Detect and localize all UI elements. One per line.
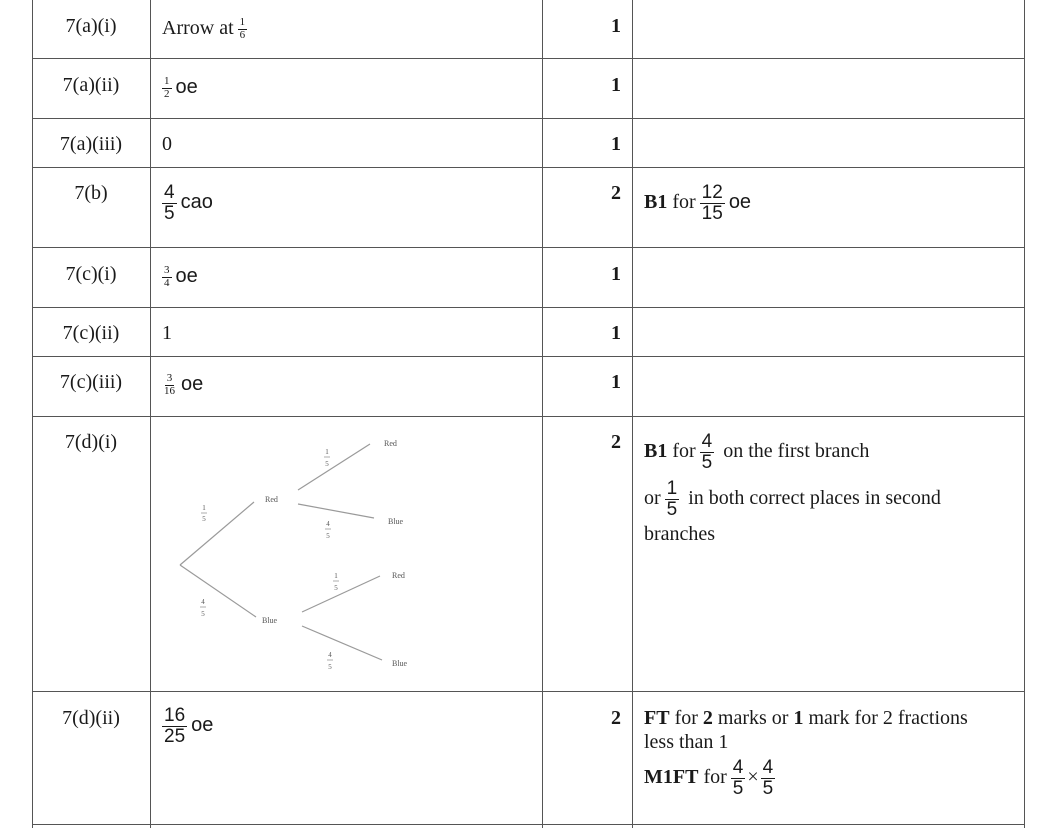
mark-value: 1 xyxy=(611,263,621,285)
tree-first-red-den: 5 xyxy=(202,515,206,523)
guidance-label: FT xyxy=(644,707,670,729)
tree-first-blue-den: 5 xyxy=(201,610,205,618)
guidance xyxy=(644,183,751,224)
row-divider xyxy=(32,356,1024,357)
branch-blue xyxy=(180,565,256,617)
row-divider xyxy=(32,58,1024,59)
answer-suffix: oe xyxy=(175,265,198,287)
guidance-text: for xyxy=(672,191,696,214)
guidance-text: for xyxy=(674,707,698,729)
tree-diagram xyxy=(170,430,430,680)
times-sign: × xyxy=(747,766,759,789)
branch-blue-blue xyxy=(302,626,382,660)
question-number: 7(c)(iii) xyxy=(59,371,123,393)
mark-value: 1 xyxy=(611,371,621,393)
mark-value: 1 xyxy=(611,322,621,344)
tree-leaf-red: Red xyxy=(392,571,405,580)
answer xyxy=(162,372,203,397)
guidance-label: B1 xyxy=(644,191,668,214)
guidance-suffix: oe xyxy=(728,191,752,214)
answer-suffix: oe xyxy=(175,76,198,98)
fraction: $\frac{4}{5}$ xyxy=(164,182,175,224)
branch-red xyxy=(180,502,254,565)
question-number: 7(a)(i) xyxy=(65,15,117,37)
mark-value: 2 xyxy=(611,431,621,453)
row-divider xyxy=(32,416,1024,417)
tree-sb-red-den: 5 xyxy=(334,584,338,592)
fraction: $\frac{3}{16}$ xyxy=(164,372,175,397)
tree-first-blue-num: 4 xyxy=(201,598,205,606)
fraction: $\frac{1}{6}$ xyxy=(239,16,246,41)
answer-text: Arrow at xyxy=(162,17,234,39)
table-border-left xyxy=(32,0,33,828)
answer xyxy=(162,75,198,100)
answer xyxy=(162,706,213,747)
guidance-line xyxy=(644,432,941,473)
fraction: $\frac{16}{25}$ xyxy=(164,705,186,747)
tree-sr-blue-den: 5 xyxy=(326,532,330,540)
question-number: 7(d)(i) xyxy=(64,431,118,453)
tree-leaf-blue: Blue xyxy=(388,517,404,526)
guidance-label: M1FT xyxy=(644,766,699,789)
fraction: $\frac{1}{5}$ xyxy=(666,477,678,520)
fraction: $\frac{4}{5}$ xyxy=(701,431,713,473)
table-divider-3 xyxy=(632,0,633,828)
table-border-right xyxy=(1024,0,1025,828)
tree-outcome-red: Red xyxy=(265,495,278,504)
question-number: 7(a)(iii) xyxy=(59,133,123,155)
fraction: $\frac{4}{5}$ xyxy=(732,757,744,799)
question-number: 7(c)(i) xyxy=(65,263,117,285)
row-divider xyxy=(32,307,1024,308)
tree-sb-blue-den: 5 xyxy=(328,663,332,671)
mark-value: 1 xyxy=(611,74,621,96)
question-number: 7(d)(ii) xyxy=(62,707,120,729)
guidance-text: for xyxy=(703,766,727,789)
guidance-text: marks or xyxy=(717,707,789,729)
row-divider xyxy=(32,691,1024,692)
table-divider-2 xyxy=(542,0,543,828)
tree-sb-blue-num: 4 xyxy=(328,651,332,659)
fraction: $\frac{12}{15}$ xyxy=(701,182,723,224)
fraction: $\frac{3}{4}$ xyxy=(164,264,170,289)
guidance-bold: 1 xyxy=(793,707,804,729)
row-divider xyxy=(32,118,1024,119)
tree-sb-red-num: 1 xyxy=(334,572,338,580)
fraction: $\frac{4}{5}$ xyxy=(762,757,774,799)
answer-suffix: cao xyxy=(180,191,213,214)
tree-leaf-blue: Blue xyxy=(392,659,408,668)
guidance-bold: 2 xyxy=(702,707,713,729)
guidance xyxy=(644,706,1016,799)
question-number: 7(b) xyxy=(74,182,108,204)
guidance-line xyxy=(644,479,941,520)
answer xyxy=(162,16,251,41)
row-divider xyxy=(32,247,1024,248)
tree-sr-red-den: 5 xyxy=(325,460,329,468)
guidance-text: or xyxy=(644,486,661,509)
guidance-text: in both correct places in second xyxy=(688,486,941,509)
mark-value: 1 xyxy=(611,133,621,155)
tree-outcome-blue: Blue xyxy=(262,616,278,625)
branch-red-blue xyxy=(298,504,374,518)
answer-suffix: oe xyxy=(181,373,204,395)
guidance-label: B1 xyxy=(644,440,668,463)
guidance-text: mark for 2 fractions xyxy=(808,707,968,729)
question-number: 7(a)(ii) xyxy=(62,74,120,96)
fraction: $\frac{1}{2}$ xyxy=(164,75,170,100)
branch-red-red xyxy=(298,444,370,490)
mark-value: 2 xyxy=(611,182,621,204)
guidance-line xyxy=(644,758,1016,799)
mark-value: 2 xyxy=(611,707,621,729)
guidance xyxy=(644,432,941,546)
guidance-text: on the first branch xyxy=(723,440,870,463)
tree-sr-blue-num: 4 xyxy=(326,520,330,528)
guidance-text: for xyxy=(672,440,696,463)
answer: 1 xyxy=(162,322,172,344)
tree-first-red-num: 1 xyxy=(202,504,206,512)
tree-sr-red-num: 1 xyxy=(325,448,329,456)
answer xyxy=(162,264,198,289)
guidance-line: branches xyxy=(644,522,716,545)
answer xyxy=(162,183,213,224)
answer: 0 xyxy=(162,133,172,155)
question-number: 7(c)(ii) xyxy=(62,322,120,344)
guidance-line: less than 1 xyxy=(644,731,729,753)
answer-suffix: oe xyxy=(191,714,214,737)
table-divider-1 xyxy=(150,0,151,828)
row-divider xyxy=(32,824,1024,825)
guidance-line xyxy=(644,706,1016,730)
tree-leaf-red: Red xyxy=(384,439,397,448)
branch-blue-red xyxy=(302,576,380,612)
mark-value: 1 xyxy=(611,15,621,37)
row-divider xyxy=(32,167,1024,168)
